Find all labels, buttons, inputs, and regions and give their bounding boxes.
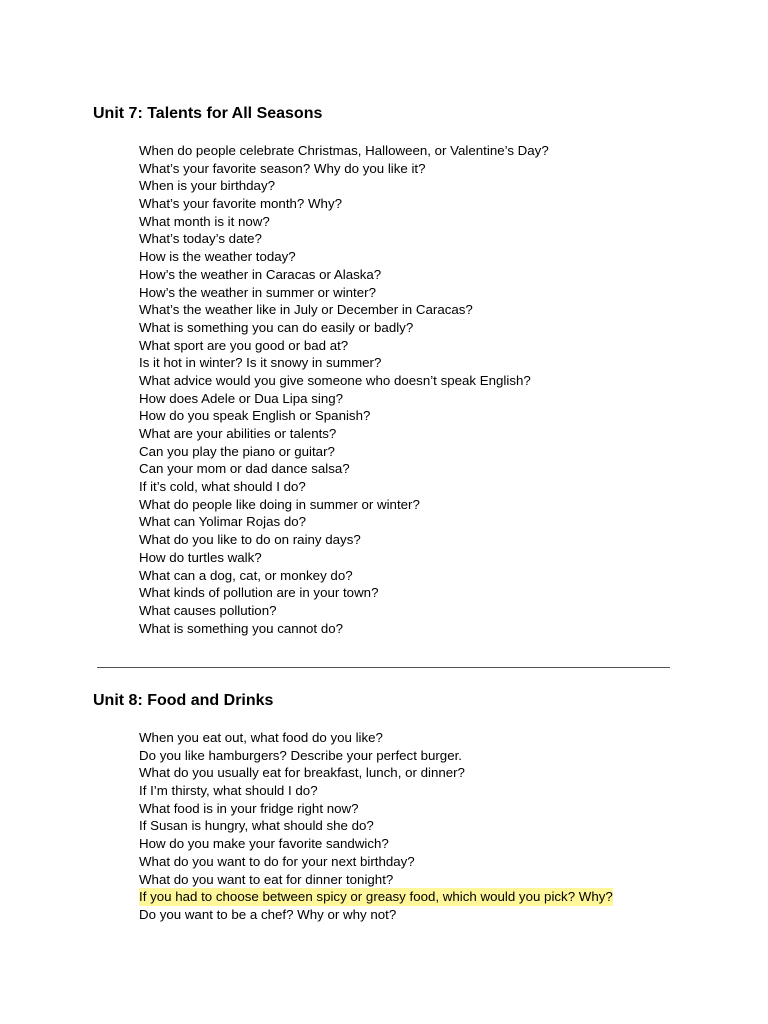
question-text: Can your mom or dad dance salsa? (139, 461, 350, 477)
question-text: How is the weather today? (139, 249, 296, 265)
question-text: What is something you can do easily or badly? (139, 319, 414, 335)
question-text: What kinds of pollution are in your town? (139, 585, 379, 601)
question-text: When do people celebrate Christmas, Halloween, or Valentine’s Day? (139, 143, 549, 158)
question-text: What causes pollution? (139, 602, 277, 618)
question-text: What do you want to eat for dinner tonight? (139, 871, 394, 887)
question-text: How do turtles walk? (139, 549, 262, 565)
question-text: What advice would you give someone who doesn’t speak English? (139, 372, 531, 388)
question-text: If it’s cold, what should I do? (139, 479, 306, 495)
question-text: What is something you cannot do? (139, 620, 344, 636)
question-text: What do you like to do on rainy days? (139, 532, 361, 548)
section-divider (97, 667, 670, 668)
question-text: If I’m thirsty, what should I do? (139, 783, 318, 799)
question-text: What are your abilities or talents? (139, 426, 337, 441)
question-text: What’s today’s date? (139, 231, 262, 247)
question-text: What’s the weather like in July or December in Caracas? (139, 302, 473, 318)
question-text: What month is it now? (139, 213, 270, 229)
question-text: When you eat out, what food do you like? (139, 730, 383, 745)
question-text: How’s the weather in Caracas or Alaska? (139, 266, 382, 282)
question-text: What do people like doing in summer or winter? (139, 496, 420, 512)
question-text: What do you want to do for your next birthday? (139, 853, 415, 869)
question-text: What can a dog, cat, or monkey do? (139, 567, 353, 583)
question-text: How does Adele or Dua Lipa sing? (139, 390, 344, 406)
unit-8-heading: Unit 8: Food and Drinks (93, 692, 274, 709)
question-text: What’s your favorite season? Why do you like it? (139, 160, 426, 176)
question-text: What food is in your fridge right now? (139, 800, 359, 816)
question-text: How do you speak English or Spanish? (139, 408, 371, 424)
question-text: How’s the weather in summer or winter? (139, 284, 376, 300)
question-text: Do you like hamburgers? Describe your perfect burger. (139, 747, 462, 763)
question-text: What’s your favorite month? Why? (139, 196, 342, 212)
question-text: When is your birthday? (139, 178, 275, 194)
unit-7-heading: Unit 7: Talents for All Seasons (93, 105, 323, 122)
question-text: What do you usually eat for breakfast, lunch, or dinner? (139, 765, 465, 781)
question-text: What can Yolimar Rojas do? (139, 514, 307, 530)
question-text: What sport are you good or bad at? (139, 337, 349, 353)
question-text: How do you make your favorite sandwich? (139, 836, 389, 852)
question-text: If you had to choose between spicy or greasy food, which would you pick? Why? (139, 889, 613, 905)
question-text: Do you want to be a chef? Why or why not? (139, 906, 397, 922)
question-text: If Susan is hungry, what should she do? (139, 818, 374, 834)
question-text: Can you play the piano or guitar? (139, 443, 335, 459)
question-text: Is it hot in winter? Is it snowy in summer? (139, 355, 382, 371)
